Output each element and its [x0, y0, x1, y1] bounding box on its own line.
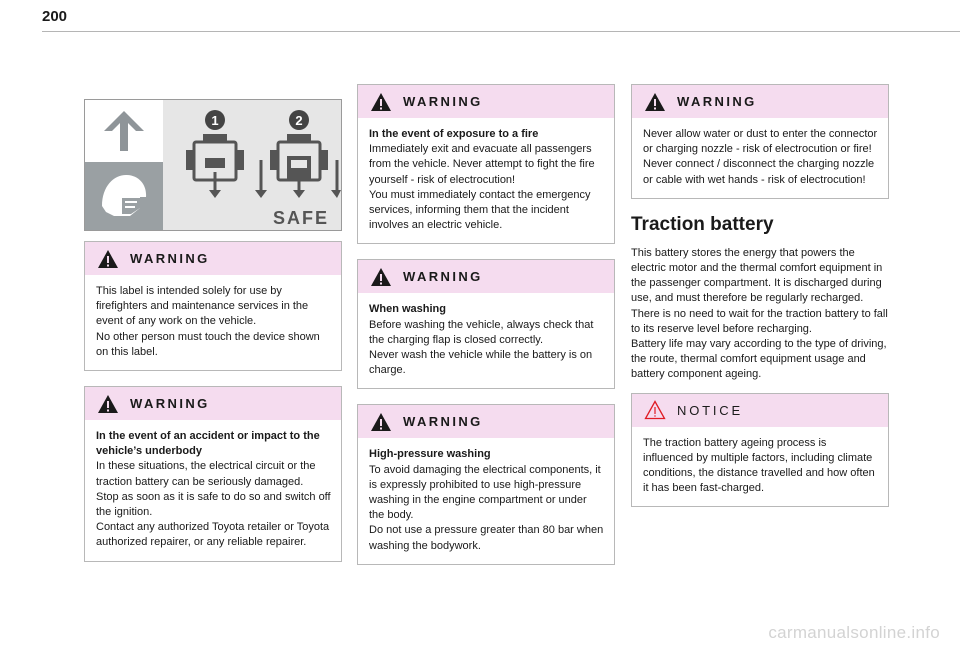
warning-box-label-use: [84, 241, 342, 371]
safe-label-text: SAFE: [272, 208, 330, 228]
warning-text: Before washing the vehicle, always check that the charging flap is closed correctly.: [369, 318, 594, 346]
warning-title: WARNING: [130, 251, 210, 266]
warning-body: [358, 118, 614, 243]
warning-box-high-pressure: [357, 404, 615, 564]
warning-text: Do not use a pressure greater than 80 bar when washing the bodywork.: [369, 524, 604, 552]
warning-text: Stop as soon as it is safe to do so and switch off the ignition.: [96, 490, 331, 519]
safety-label-figure: [84, 99, 342, 231]
watermark: carmanualsonline.info: [768, 623, 940, 642]
warning-text: To avoid damaging the electrical components, it is expressly prohibited to use high-pressure washing in the engine compartment or under the body.: [369, 463, 601, 522]
column-3: [631, 84, 889, 522]
figure-helmet-panel: [85, 162, 163, 230]
warning-header: [632, 85, 888, 118]
notice-header: [632, 394, 888, 427]
warning-header: [358, 405, 614, 438]
warning-box-washing: [357, 259, 615, 389]
notice-title: NOTICE: [677, 402, 743, 418]
warning-box-fire: [357, 84, 615, 244]
figure-arrow-panel: [85, 100, 163, 162]
warning-text: This label is intended solely for use by firefighters and maintenance services in the event of any work on the vehicle.: [96, 285, 309, 328]
warning-title: WARNING: [403, 269, 483, 285]
connector-2-icon: [255, 134, 341, 198]
figure-badge-1: 1: [211, 113, 219, 128]
warning-heading-text: High-pressure washing: [369, 448, 491, 461]
warning-title: WARNING: [677, 94, 757, 109]
warning-triangle-icon: [644, 92, 666, 112]
warning-text: You must immediately contact the emergency services, informing them that the incident involves an electric vehicle.: [369, 188, 591, 232]
section-title: Traction battery: [631, 213, 774, 235]
warning-triangle-icon: [97, 394, 119, 414]
warning-heading: [96, 429, 331, 459]
warning-text: Immediately exit and evacuate all passengers from the vehicle. Never attempt to fight the fire yourself - risk of electrocution!: [369, 143, 595, 186]
warning-header: [358, 85, 614, 118]
warning-body: [85, 275, 341, 370]
warning-text: In these situations, the electrical circuit or the traction battery can be seriously damaged.: [96, 460, 316, 488]
warning-body: [358, 438, 614, 563]
notice-body: [632, 427, 888, 507]
top-rule: [42, 31, 960, 32]
warning-title: WARNING: [130, 396, 210, 412]
connector-diagram: [163, 100, 341, 230]
figure-left-panel: [85, 100, 163, 230]
warning-heading-text: In the event of exposure to a fire: [369, 128, 539, 140]
warning-triangle-icon: [370, 267, 392, 287]
warning-header: [85, 387, 341, 420]
warning-triangle-icon: [97, 249, 119, 269]
warning-header: [85, 242, 341, 275]
connector-1-icon: [186, 134, 244, 198]
warning-box-water: [631, 84, 889, 199]
warning-text: No other person must touch the device shown on this label.: [96, 330, 320, 358]
warning-heading-text: When washing: [369, 303, 446, 316]
warning-triangle-icon: [370, 92, 392, 112]
figure-badge-2: 2: [295, 113, 303, 128]
warning-box-accident: [84, 386, 342, 562]
warning-text: Contact any authorized Toyota retailer or Toyota authorized repairer, or any reliable repairer.: [96, 521, 330, 549]
warning-body: [632, 118, 888, 198]
notice-box: [631, 393, 889, 508]
warning-body: [358, 293, 614, 388]
section-body: [631, 246, 889, 383]
firefighter-helmet-icon: [94, 166, 154, 226]
warning-header: [358, 260, 614, 293]
warning-text: Never wash the vehicle while the battery is on charge.: [369, 349, 593, 377]
warning-triangle-icon: [370, 412, 392, 432]
warning-title: WARNING: [403, 414, 483, 430]
section-text: This battery stores the energy that powers the electric motor and the thermal comfort equipment in the passenger compartment. It is discharged during use, and must therefore be regularly recharged. There is no need to wait for the traction battery to fall to its reserve level before recharging.: [631, 246, 888, 335]
warning-text: Never allow water or dust to enter the connector or charging nozzle - risk of electrocution or fire!: [643, 128, 878, 156]
figure-connector-panel: [163, 100, 341, 230]
warning-text: Never connect / disconnect the charging nozzle or cable with wet hands - risk of electrocution!: [643, 158, 875, 186]
section-text: Battery life may vary according to the type of driving, the route, thermal comfort equipment usage and battery component ageing.: [631, 338, 887, 381]
up-arrow-icon: [99, 108, 149, 154]
warning-body: [85, 420, 341, 561]
page-number: 200: [42, 8, 68, 25]
warning-title: WARNING: [403, 94, 483, 109]
notice-triangle-icon: [644, 400, 666, 420]
notice-text: The traction battery ageing process is influenced by multiple factors, including climate conditions, the distance travelled and how often it has been fast-charged.: [643, 436, 875, 495]
column-2: [357, 84, 615, 580]
column-1: [84, 99, 342, 577]
warning-heading-text: In the event of an accident or impact to the vehicle’s underbody: [96, 430, 320, 458]
